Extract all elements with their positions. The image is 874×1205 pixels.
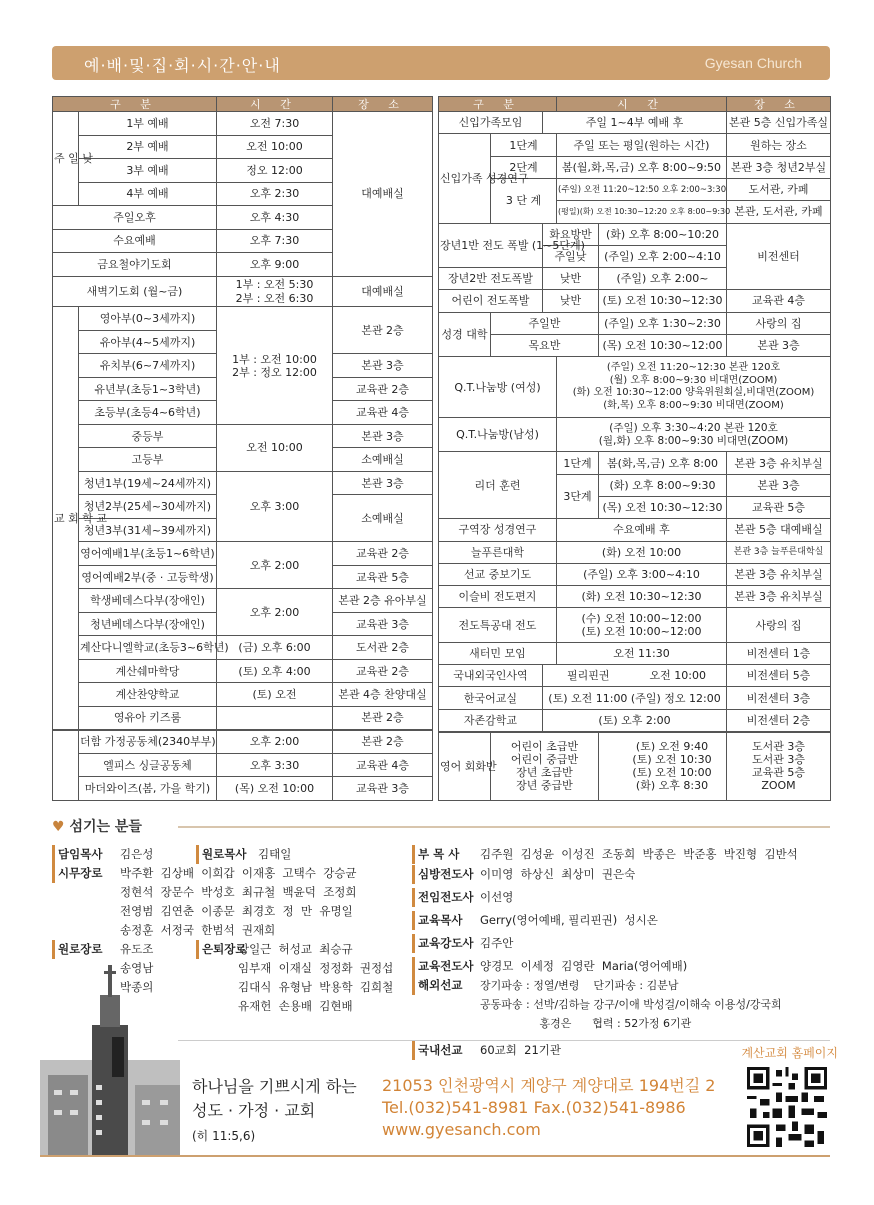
cell: 교육관 4층 [333, 753, 433, 777]
cell: 화요방반 [543, 223, 599, 245]
cell: 오전 11:30 [557, 642, 727, 664]
cell: (수) 오전 10:00~12:00 (토) 오전 10:00~12:00 [557, 608, 727, 642]
cell: 오후 3:30 [217, 753, 333, 777]
cell: (화) 오전 10:00 [557, 541, 727, 563]
cell: 오전 10:00 [217, 135, 333, 159]
cell: 낮반 [543, 290, 599, 312]
cell: 본관 2층 [333, 307, 433, 354]
staff-right [412, 845, 798, 1060]
staff-row: 원로목사 김태일 [196, 845, 291, 864]
cell: 1단계 [557, 452, 599, 474]
cell: 유아부(4~5세까지) [79, 330, 217, 354]
cell: 주일반 [491, 312, 599, 334]
cell: 본관 3층 유치부실 [727, 452, 831, 474]
cell: 영어예배1부(초등1~6학년) [79, 542, 217, 566]
header-bar [52, 46, 830, 80]
cell: 본관 3층 늘푸른대학실 [727, 541, 831, 563]
staff-row: 전임전도사 이선영 [412, 888, 798, 907]
cell: 교육관 3층 [333, 612, 433, 636]
page-title: 예·배·및·집·회·시·간·안·내 [84, 56, 281, 75]
cell: 1부 예배 [79, 112, 217, 136]
cell: 어린이 전도폭발 [439, 290, 543, 312]
cell: (주일) 오후 3:30~4:20 본관 120호 (월,화) 오후 8:00~9:30 비대면(ZOOM) [557, 418, 831, 452]
cell-text: 오전 10:00 [649, 669, 706, 683]
staff-row: 해외선교 장기파송 : 정열/변령 단기파송 : 김분남 공동파송 : 선박/김하늘 강구/이애 박성걸/이해숙 이용성/강국희 홍경은 협력 : 52가정 6기관 [412, 976, 798, 1033]
cell: 3부 예배 [79, 159, 217, 183]
homepage-label: 계산교회 홈페이지 [741, 1046, 838, 1060]
staff-row: 시무장로 박주환 김상배 이희갑 이재홍 고택수 강승균 정현석 장문수 박성호 최규철 백윤덕 조정희 전영범 김연춘 이종문 최경호 정 만 유명일 송정훈 서정국 한범석 권재희 [52, 864, 357, 940]
cell: 주일오후 [53, 206, 217, 230]
cell: 자존감학교 [439, 709, 543, 731]
cell: 늘푸른대학 [439, 541, 557, 563]
cell: 엘피스 싱글공동체 [79, 753, 217, 777]
cell: 도서관, 카페 [727, 179, 831, 201]
cell: 더함 가정공동체(2340부부) [79, 730, 217, 754]
cell: 1부 : 오전 10:00 2부 : 정오 12:00 [217, 307, 333, 425]
cell: 유년부(초등1~3학년) [79, 377, 217, 401]
col-header: 시 간 [217, 97, 333, 112]
cell: 오후 4:30 [217, 206, 333, 230]
cell: 교육관 5층 [333, 565, 433, 589]
cell: 3 단 계 [491, 179, 557, 224]
cell: (주일) 오전 11:20~12:30 본관 120호 (월) 오후 8:00~9:30 비대면(ZOOM) (화) 오전 10:30~12:00 양육위원회실,비대면(ZOOM) (화,목) 오후 8:00~9:30 비대면(ZOOM) [557, 357, 831, 418]
church-name: Gyesan Church [704, 55, 802, 71]
cell: 본관 5층 대예배실 [727, 519, 831, 541]
cell: (주일) 오후 2:00~4:10 [599, 245, 727, 267]
cell: 원하는 장소 [727, 134, 831, 156]
cell: 전도특공대 전도 [439, 608, 557, 642]
cell: 청년베데스다부(장애인) [79, 612, 217, 636]
cell: 3단계 [557, 474, 599, 519]
cell: 교육관 2층 [333, 377, 433, 401]
qr-code-icon[interactable] [747, 1067, 827, 1147]
cell: 본관 3층 청년2부실 [727, 156, 831, 178]
cell: 신입가족모임 [439, 112, 543, 134]
sunday-label: 주 일 낮 [53, 112, 79, 206]
cell: 오후 2:00 [217, 730, 333, 754]
cell: 오후 3:00 [217, 471, 333, 542]
cell: 1부 : 오전 5:30 2부 : 오전 6:30 [217, 276, 333, 307]
cell: 오후 9:00 [217, 253, 333, 277]
cell: (주일) 오후 1:30~2:30 [599, 312, 727, 334]
cell [217, 706, 333, 730]
cell: Q.T.나눔방(남성) [439, 418, 557, 452]
staff-row: 은퇴장로 [196, 940, 218, 959]
cell: (토) 오전 9:40 (토) 오전 10:30 (토) 오전 10:00 (화) 오후 8:30 [599, 732, 727, 801]
cell: 중등부 [79, 424, 217, 448]
cell: 오전 10:00 [217, 424, 333, 471]
cell: 비전센터 1층 [727, 642, 831, 664]
cell: 본관 4층 찬양대실 [333, 683, 433, 707]
cell: 비전센터 [727, 223, 831, 290]
staff-mid-2 [196, 940, 247, 959]
cell: 오후 2:00 [217, 589, 333, 636]
cell: 본관 3층 유치부실 [727, 563, 831, 585]
cell [543, 665, 727, 687]
cell: (주일) 오후 3:00~4:10 [557, 563, 727, 585]
staff-section-title: ♥ 섬기는 분들 [52, 819, 142, 835]
col-header: 구 분 [439, 97, 557, 112]
cell: 도서관 2층 [333, 636, 433, 660]
cell: 본관 3층 [727, 474, 831, 496]
cell: 본관, 도서관, 카페 [727, 201, 831, 223]
cell: 청년2부(25세~30세까지) [79, 495, 217, 519]
divider [178, 1040, 830, 1041]
cell: 비전센터 5층 [727, 665, 831, 687]
cell: 구역장 성경연구 [439, 519, 557, 541]
col-header: 장 소 [333, 97, 433, 112]
church-building-image [40, 965, 180, 1155]
staff-row: 부 목 사 김주원 김성윤 이성진 조동희 박종은 박준홍 박진형 김반석 [412, 845, 798, 864]
staff-row: 심방전도사 이미영 하상신 최상미 권은숙 [412, 865, 798, 884]
cell: 봄(화,목,금) 오후 8:00 [599, 452, 727, 474]
cell: 학생베데스다부(장애인) [79, 589, 217, 613]
verse: (히 11:5,6) [192, 1129, 256, 1143]
staff-row: 담임목사 김은성 [52, 845, 357, 864]
cell: 교육관 4층 [333, 401, 433, 425]
bottom-rule [40, 1155, 830, 1157]
motto [192, 1075, 357, 1123]
cell: 계산찬양학교 [79, 683, 217, 707]
cell: 리더 훈련 [439, 452, 557, 519]
cell: 정오 12:00 [217, 159, 333, 183]
staff-row: 교육목사 Gerry(영어예배, 필리핀권) 성시온 [412, 911, 798, 930]
motto-line: 성도 · 가정 · 교회 [192, 1101, 316, 1120]
cell: 1단계 [491, 134, 557, 156]
cell: (목) 오전 10:30~12:30 [599, 497, 727, 519]
cell: 본관 3층 [333, 424, 433, 448]
cell: 2부 예배 [79, 135, 217, 159]
cell: 영어 회화반 [439, 732, 491, 801]
staff-row: 교육강도사 김주안 [412, 934, 798, 953]
cell: 본관 3층 [333, 471, 433, 495]
cell: 봄(월,화,목,금) 오후 8:00~9:50 [557, 156, 727, 178]
cell: 영아부(0~3세까지) [79, 307, 217, 331]
cell: 본관 2층 유아부실 [333, 589, 433, 613]
col-header: 시 간 [557, 97, 727, 112]
cell: 교육관 2층 [333, 659, 433, 683]
cell: 계산쉐마학당 [79, 659, 217, 683]
cell: 대예배실 [333, 112, 433, 277]
cell: 초등부(초등4~6학년) [79, 401, 217, 425]
cell: 이슬비 전도편지 [439, 586, 557, 608]
right-schedule-table [438, 96, 831, 801]
school-label: 교 회 학 교 [53, 307, 79, 730]
website-link[interactable]: www.gyesanch.com [382, 1120, 541, 1139]
cell: 비전센터 2층 [727, 709, 831, 731]
cell: 교육관 4층 [727, 290, 831, 312]
cell: 2단계 [491, 156, 557, 178]
cell: 유치부(6~7세까지) [79, 354, 217, 378]
staff-row: 국내선교 60교회 21기관 [412, 1041, 798, 1060]
cell: 청년3부(31세~39세까지) [79, 518, 217, 542]
cell: 본관 3층 [333, 354, 433, 378]
cell: (목) 오전 10:00 [217, 777, 333, 801]
cell: 본관 2층 [333, 730, 433, 754]
cell: (주일) 오후 2:00~ [599, 268, 727, 290]
staff-row: 교육전도사 양경모 이세정 김영란 Maria(영어예배) [412, 957, 798, 976]
cell: 비전센터 3층 [727, 687, 831, 709]
cell: (토) 오후 2:00 [543, 709, 727, 731]
cell: 한국어교실 [439, 687, 543, 709]
cell: 사랑의 집 [727, 312, 831, 334]
cell: 교육관 2층 [333, 542, 433, 566]
cell: 수요예배 후 [557, 519, 727, 541]
cell: 교육관 3층 [333, 777, 433, 801]
cell: 수요예배 [53, 229, 217, 253]
cell: 선교 중보기도 [439, 563, 557, 585]
left-schedule-table [52, 96, 433, 801]
cell: 주일 또는 평일(원하는 시간) [557, 134, 727, 156]
cell: (목) 오전 10:30~12:00 [599, 335, 727, 357]
cell: (주일) 오전 11:20~12:50 오후 2:00~3:30 [557, 179, 727, 201]
cell: 본관 5층 신입가족실 [727, 112, 831, 134]
cell: (금) 오후 6:00 [217, 636, 333, 660]
staff-mid-names: 강일근 허성교 최승규 임부재 이재실 정정화 권정섭 김대식 유형남 박용학 김희철 유재헌 손용배 김현배 [238, 942, 394, 1013]
contact-info [382, 1075, 715, 1141]
cell: 목요반 [491, 335, 599, 357]
cell: 주일 1~4부 예배 후 [543, 112, 727, 134]
heart-icon: ♥ [52, 819, 65, 835]
cell: 계산다니엘학교(초등3~6학년) [79, 636, 217, 660]
cell: 도서관 3층 도서관 3층 교육관 5층 ZOOM [727, 732, 831, 801]
cell: 소예배실 [333, 448, 433, 472]
cell-text: 필리핀권 [567, 669, 610, 683]
cell: 4부 예배 [79, 182, 217, 206]
cell: 새벽기도회 (월~금) [53, 276, 217, 307]
cell: (화) 오후 8:00~9:30 [599, 474, 727, 496]
cell: 새터민 모임 [439, 642, 557, 664]
col-header: 장 소 [727, 97, 831, 112]
cell: 금요철야기도회 [53, 253, 217, 277]
cell: 오후 7:30 [217, 229, 333, 253]
cell: 청년1부(19세~24세까지) [79, 471, 217, 495]
cell: 영유아 키즈룸 [79, 706, 217, 730]
col-header: 구 분 [53, 97, 217, 112]
cell: 소예배실 [333, 495, 433, 542]
cell: 국내외국인사역 [439, 665, 543, 687]
cell: (토) 오전 10:30~12:30 [599, 290, 727, 312]
cell: 장년2반 전도폭발 [439, 268, 543, 290]
cell: 장년1반 전도 폭발 (1~5단계) [439, 223, 543, 268]
cell: (토) 오후 4:00 [217, 659, 333, 683]
cell: 대예배실 [333, 276, 433, 307]
address: 21053 인천광역시 계양구 계양대로 194번길 2 [382, 1076, 716, 1095]
cell: (평일)(화) 오전 10:30~12:20 오후 8:00~9:30 [557, 201, 727, 223]
cell: Q.T.나눔방 (여성) [439, 357, 557, 418]
staff-mid [196, 845, 291, 864]
cell: 오후 2:30 [217, 182, 333, 206]
cell: 사랑의 집 [727, 608, 831, 642]
cell: 어린이 초급반 어린이 중급반 장년 초급반 장년 중급반 [491, 732, 599, 801]
cell: (화) 오전 10:30~12:30 [557, 586, 727, 608]
cell: 주일낮 [543, 245, 599, 267]
cell: 고등부 [79, 448, 217, 472]
cell: 성경 대학 [439, 312, 491, 357]
phone: Tel.(032)541-8981 Fax.(032)541-8986 [382, 1098, 686, 1117]
cell: 영어예배2부(중 · 고등학생) [79, 565, 217, 589]
divider [178, 826, 830, 828]
cell: 낮반 [543, 268, 599, 290]
cell: 본관 3층 유치부실 [727, 586, 831, 608]
cell: 마더와이즈(봄, 가을 학기) [79, 777, 217, 801]
cell: 오전 7:30 [217, 112, 333, 136]
cell: (토) 오전 [217, 683, 333, 707]
cell: 본관 3층 [727, 335, 831, 357]
cell: 신입가족 성경연구 [439, 134, 491, 223]
cell: (화) 오후 8:00~10:20 [599, 223, 727, 245]
staff-row: 원로장로 유도조 송영남 박종의 [52, 940, 357, 997]
cell: 본관 2층 [333, 706, 433, 730]
cell: 교육관 5층 [727, 497, 831, 519]
cell: 오후 2:00 [217, 542, 333, 589]
motto-line: 하나님을 기쁘시게 하는 [192, 1077, 357, 1096]
cell: (토) 오전 11:00 (주일) 정오 12:00 [543, 687, 727, 709]
